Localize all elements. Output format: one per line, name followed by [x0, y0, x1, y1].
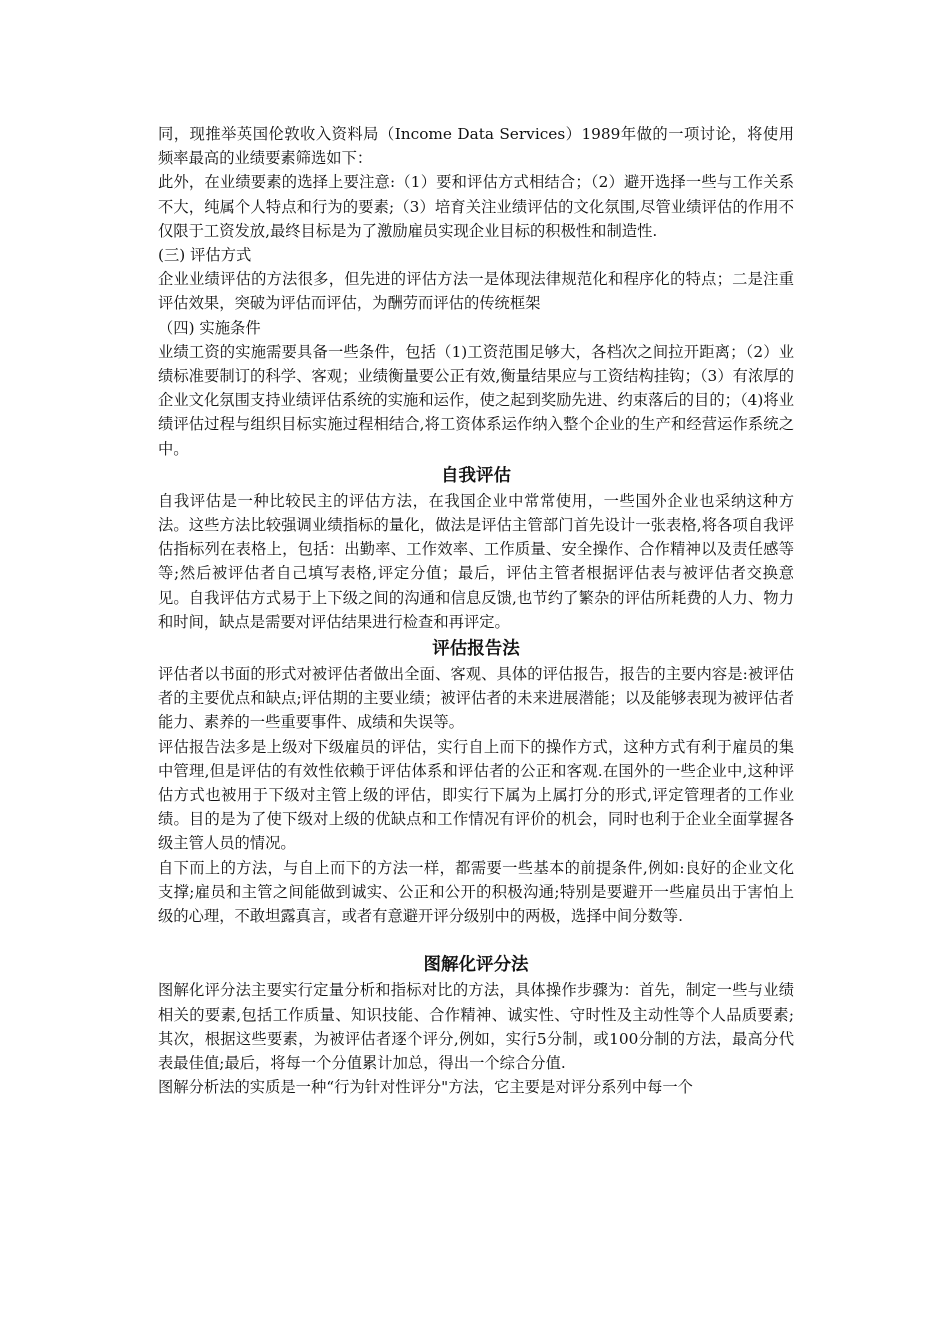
paragraph-report-1: 评估者以书面的形式对被评估者做出全面、客观、具体的评估报告，报告的主要内容是:被评估者的主要优点和缺点;评估期的主要业绩；被评估者的未来进展潜能；以及能够表现为被评估者能力、素养的一些重要事件、成绩和失误等。 [158, 665, 794, 732]
paragraph-self-evaluation: 自我评估是一种比较民主的评估方法，在我国企业中常常使用，一些国外企业也采纳这种方法。这些方法比较强调业绩指标的量化，做法是评估主管部门首先设计一张表格,将各项自我评估指标列在表格上，包括：出勤率、工作效率、工作质量、安全操作、合作精神以及责任感等等;然后被评估者自己填写表格,评定分值；最后，评估主管者根据评估表与被评估者交换意见。自我评估方式易于上下级之间的沟通和信息反馈,也节约了繁杂的评估所耗费的人力、物力和时间，缺点是需要对评估结果进行检查和再评定。 [158, 491, 794, 631]
document-page [158, 122, 794, 1099]
paragraph-element-selection: 此外，在业绩要素的选择上要注意:（1）要和评估方式相结合；（2）避开选择一些与工作关系不大，纯属个人特点和行为的要素;（3）培育关注业绩评估的文化氛围,尽管业绩评估的作用不仅限于工资发放,最终目标是为了激励雇员实现企业目标的积极性和制造性. [158, 173, 794, 240]
heading-graphic-rating: 图解化评分法 [423, 955, 529, 976]
paragraph-intro: 同，现推举英国伦敦收入资料局（Income Data Services）1989年做的一项讨论，将使用频率最高的业绩要素筛选如下： [158, 125, 794, 168]
paragraph-report-3: 自下而上的方法，与自上而下的方法一样，都需要一些基本的前提条件,例如:良好的企业文化支撑;雇员和主管之间能做到诚实、公正和公开的积极沟通;特别是要避开一些雇员出于害怕上级的心理，不敢坦露真言，或者有意避开评分级别中的两极，选择中间分数等. [158, 858, 794, 926]
section-title-implementation-conditions: （四) 实施条件 [158, 318, 261, 337]
paragraph-graphic-1: 图解化评分法主要实行定量分析和指标对比的方法，具体操作步骤为：首先，制定一些与业绩相关的要素,包括工作质量、知识技能、合作精神、诚实性、守时性及主动性等个人品质要素;其次，根据这些要素，为被评估者逐个评分,例如，实行5分制，或100分制的方法，最高分代表最佳值;最后，将每一个分值累计加总，得出一个综合分值. [158, 981, 794, 1072]
paragraph-implementation-conditions: 业绩工资的实施需要具备一些条件，包括（1)工资范围足够大，各档次之间拉开距离；（2）业绩标准要制订的科学、客观；业绩衡量要公正有效,衡量结果应与工资结构挂钩；（3）有浓厚的企业文化氛围支持业绩评估系统的实施和运作，使之起到奖励先进、约束落后的目的；（4)将业绩评估过程与组织目标实施过程相结合,将工资体系运作纳入整个企业的生产和经营运作系统之中。 [158, 342, 794, 458]
paragraph-evaluation-methods: 企业业绩评估的方法很多，但先进的评估方法一是体现法律规范化和程序化的特点；二是注重评估效果，突破为评估而评估，为酬劳而评估的传统框架 [158, 270, 794, 313]
paragraph-report-2: 评估报告法多是上级对下级雇员的评估，实行自上而下的操作方式，这种方式有利于雇员的集中管理,但是评估的有效性依赖于评估体系和评估者的公正和客观.在国外的一些企业中,这种评估方式也被用于下级对主管上级的评估，即实行下属为上属打分的形式,评定管理者的工作业绩。目的是为了使下级对上级的优缺点和工作情况有评价的机会，同时也利于企业全面掌握各级主管人员的情况。 [158, 737, 794, 853]
heading-report-method: 评估报告法 [432, 639, 520, 660]
section-title-evaluation-methods: (三) 评估方式 [158, 246, 252, 265]
paragraph-graphic-2: 图解分析法的实质是一种“行为针对性评分"方法，它主要是对评分系列中每一个 [158, 1078, 693, 1097]
heading-self-evaluation: 自我评估 [441, 465, 511, 486]
